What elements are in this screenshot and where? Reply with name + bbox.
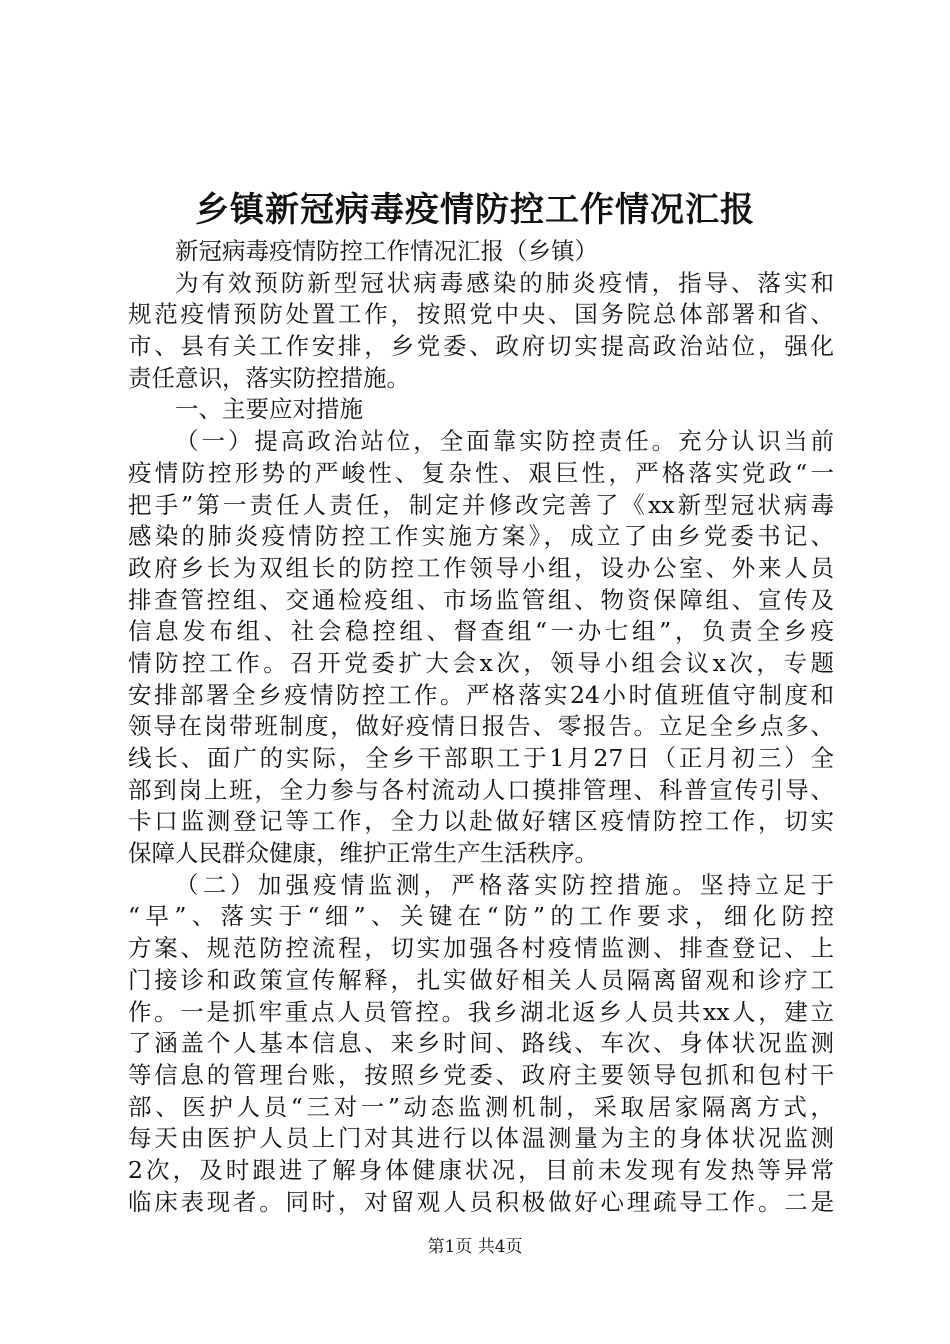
document-body — [128, 236, 834, 1218]
body-line: 安排部署全乡疫情防控工作。严格落实24小时值班值守制度和 — [128, 680, 834, 709]
body-line: 政府乡长为双组长的防控工作领导小组，设办公室、外来人员 — [128, 553, 834, 582]
body-line: 作。一是抓牢重点人员管控。我乡湖北返乡人员共xx人，建立 — [128, 997, 834, 1026]
body-line: 部、医护人员“三对一”动态监测机制，采取居家隔离方式， — [128, 1092, 834, 1121]
body-line: 卡口监测登记等工作，全力以赴做好辖区疫情防控工作，切实 — [128, 807, 834, 836]
body-line: 信息发布组、社会稳控组、督查组“一办七组”，负责全乡疫 — [128, 617, 834, 646]
body-line: 感染的肺炎疫情防控工作实施方案》，成立了由乡党委书记、 — [128, 522, 834, 551]
body-line: 门接诊和政策宣传解释，扎实做好相关人员隔离留观和诊疗工 — [128, 965, 834, 994]
body-line: 新冠病毒疫情防控工作情况汇报（乡镇） — [175, 237, 598, 265]
body-line: “早”、落实于“细”、关键在“防”的工作要求，细化防控 — [128, 902, 834, 931]
body-line: 每天由医护人员上门对其进行以体温测量为主的身体状况监测 — [128, 1124, 834, 1153]
body-line: 一、主要应对措施 — [175, 395, 363, 424]
body-line: 临床表现者。同时，对留观人员积极做好心理疏导工作。二是 — [128, 1187, 834, 1216]
body-line: 把手”第一责任人责任，制定并修改完善了《xx新型冠状病毒 — [128, 490, 834, 519]
body-line: 排查管控组、交通检疫组、市场监管组、物资保障组、宣传及 — [128, 585, 834, 614]
body-line: 为有效预防新型冠状病毒感染的肺炎疫情，指导、落实和 — [175, 268, 834, 297]
body-line: 市、县有关工作安排，乡党委、政府切实提高政治站位，强化 — [128, 332, 834, 361]
body-line: 2次，及时跟进了解身体健康状况，目前未发现有发热等异常 — [128, 1155, 834, 1184]
body-line: 情防控工作。召开党委扩大会x次，领导小组会议x次，专题 — [128, 648, 834, 677]
document-title: 乡镇新冠病毒疫情防控工作情况汇报 — [195, 190, 755, 230]
body-line: 线长、面广的实际，全乡干部职工于1月27日（正月初三）全 — [128, 744, 834, 772]
body-line: 责任意识，落实防控措施。 — [128, 363, 410, 392]
page-footer: 第1页 共4页 — [427, 1237, 523, 1257]
body-line: 疫情防控形势的严峻性、复杂性、艰巨性，严格落实党政“一 — [128, 458, 834, 487]
body-line: （二）加强疫情监测，严格落实防控措施。坚持立足于 — [175, 870, 834, 899]
body-line: 方案、规范防控流程，切实加强各村疫情监测、排查登记、上 — [128, 934, 834, 963]
body-line: 了涵盖个人基本信息、来乡时间、路线、车次、身体状况监测 — [128, 1029, 834, 1058]
body-line: 部到岗上班，全力参与各村流动人口摸排管理、科普宣传引导、 — [128, 775, 834, 804]
body-line: （一）提高政治站位，全面靠实防控责任。充分认识当前 — [175, 427, 834, 456]
body-line: 等信息的管理台账，按照乡党委、政府主要领导包抓和包村干 — [128, 1060, 834, 1089]
body-line: 领导在岗带班制度，做好疫情日报告、零报告。立足全乡点多、 — [128, 712, 834, 741]
body-line: 规范疫情预防处置工作，按照党中央、国务院总体部署和省、 — [128, 300, 834, 329]
body-line: 保障人民群众健康，维护正常生产生活秩序。 — [128, 839, 598, 868]
